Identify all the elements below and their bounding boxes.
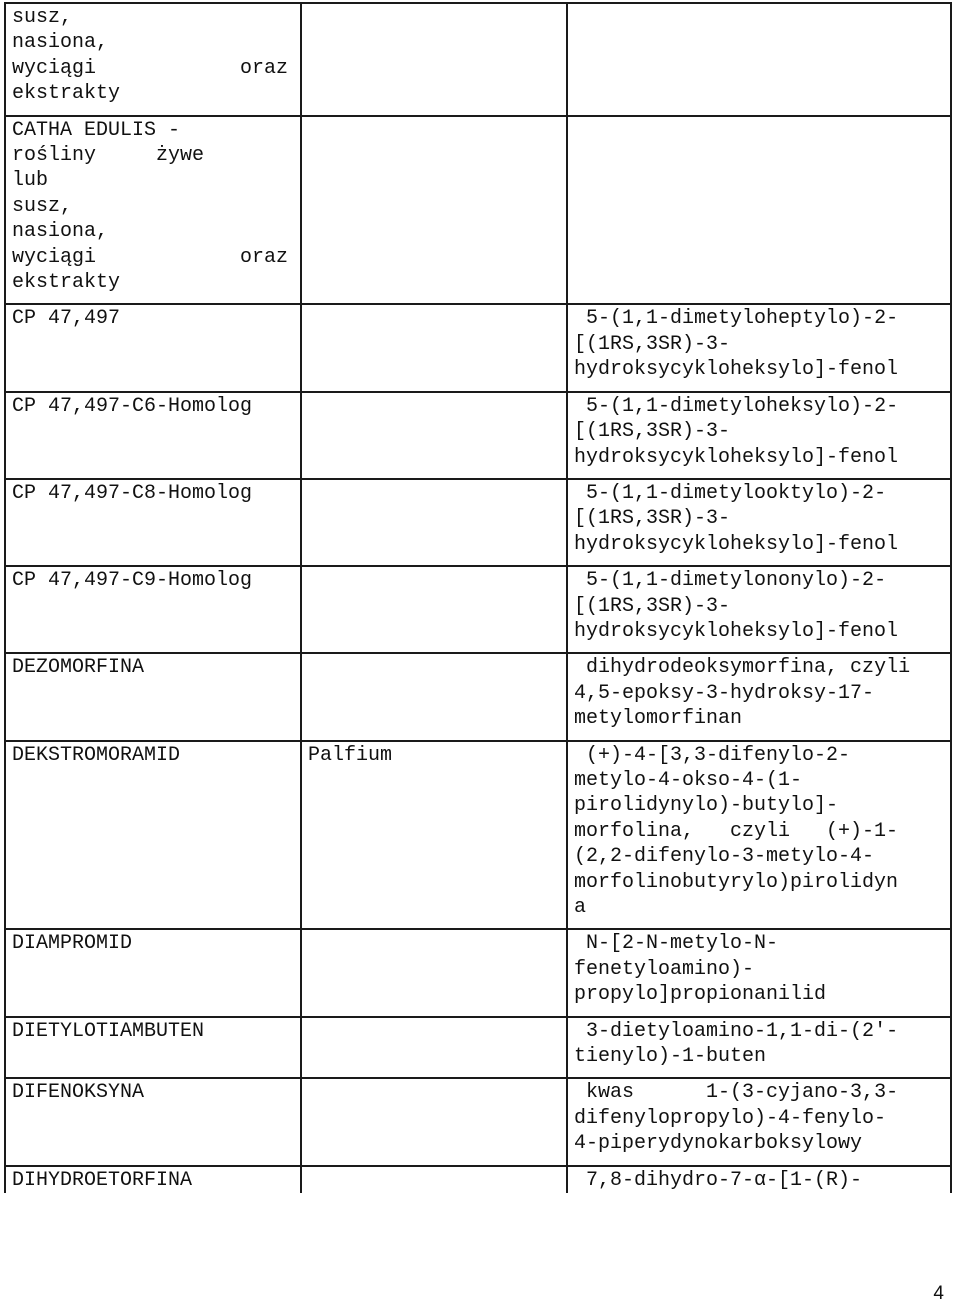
synonym-cell: Palfium xyxy=(301,741,567,930)
synonym-cell xyxy=(301,304,567,391)
chemical-name-cell: 5-(1,1-dimetyloheptylo)-2- [(1RS,3SR)-3- hydroksycykloheksylo]-fenol xyxy=(567,304,951,391)
table-row xyxy=(5,392,951,479)
substance-name-cell: DEKSTROMORAMID xyxy=(5,741,301,930)
table-row xyxy=(5,741,951,930)
substance-name-cell: CP 47,497-C6-Homolog xyxy=(5,392,301,479)
substance-name-cell: CP 47,497-C8-Homolog xyxy=(5,479,301,566)
table-row xyxy=(5,479,951,566)
substance-name-cell: DIAMPROMID xyxy=(5,929,301,1016)
substance-name-cell: DEZOMORFINA xyxy=(5,653,301,740)
table-row xyxy=(5,116,951,305)
page-number: 4 xyxy=(933,1283,944,1304)
substance-name-cell: DIETYLOTIAMBUTEN xyxy=(5,1017,301,1079)
chemical-name-cell: 5-(1,1-dimetylononylo)-2- [(1RS,3SR)-3- hydroksycykloheksylo]-fenol xyxy=(567,566,951,653)
substance-name-cell: susz, nasiona, wyciągi oraz ekstrakty xyxy=(5,3,301,116)
chemical-name-cell: 5-(1,1-dimetyloheksylo)-2- [(1RS,3SR)-3- hydroksycykloheksylo]-fenol xyxy=(567,392,951,479)
table-row xyxy=(5,1017,951,1079)
substance-table xyxy=(4,2,952,1193)
chemical-name-cell: N-[2-N-metylo-N- fenetyloamino)- propylo]propionanilid xyxy=(567,929,951,1016)
table-row xyxy=(5,304,951,391)
synonym-cell xyxy=(301,1017,567,1079)
synonym-cell xyxy=(301,566,567,653)
synonym-cell xyxy=(301,929,567,1016)
synonym-cell xyxy=(301,392,567,479)
table-row xyxy=(5,653,951,740)
substance-name-cell: CP 47,497-C9-Homolog xyxy=(5,566,301,653)
chemical-name-cell: kwas 1-(3-cyjano-3,3- difenylopropylo)-4-fenylo- 4-piperydynokarboksylowy xyxy=(567,1078,951,1165)
chemical-name-cell: 7,8-dihydro-7-α-[1-(R)- xyxy=(567,1166,951,1193)
chemical-name-cell xyxy=(567,3,951,116)
synonym-cell xyxy=(301,116,567,305)
chemical-name-cell xyxy=(567,116,951,305)
substance-name-cell: CP 47,497 xyxy=(5,304,301,391)
substance-name-cell: DIFENOKSYNA xyxy=(5,1078,301,1165)
synonym-cell xyxy=(301,653,567,740)
synonym-cell xyxy=(301,1078,567,1165)
table-row xyxy=(5,1078,951,1165)
table-row xyxy=(5,3,951,116)
chemical-name-cell: dihydrodeoksymorfina, czyli 4,5-epoksy-3-hydroksy-17- metylomorfinan xyxy=(567,653,951,740)
synonym-cell xyxy=(301,3,567,116)
table-row xyxy=(5,566,951,653)
table-row xyxy=(5,929,951,1016)
synonym-cell xyxy=(301,479,567,566)
substance-table-body xyxy=(5,3,951,1193)
chemical-name-cell: 5-(1,1-dimetylooktylo)-2- [(1RS,3SR)-3- hydroksycykloheksylo]-fenol xyxy=(567,479,951,566)
chemical-name-cell: (+)-4-[3,3-difenylo-2- metylo-4-okso-4-(1- pirolidynylo)-butylo]- morfolina, czyli (+)-1- (2,2-difenylo-3-metylo-4- morfolinobutyrylo)pirolidyn a xyxy=(567,741,951,930)
substance-name-cell: DIHYDROETORFINA xyxy=(5,1166,301,1193)
synonym-cell xyxy=(301,1166,567,1193)
table-row xyxy=(5,1166,951,1193)
substance-name-cell: CATHA EDULIS - rośliny żywe lub susz, nasiona, wyciągi oraz ekstrakty xyxy=(5,116,301,305)
chemical-name-cell: 3-dietyloamino-1,1-di-(2'- tienylo)-1-buten xyxy=(567,1017,951,1079)
